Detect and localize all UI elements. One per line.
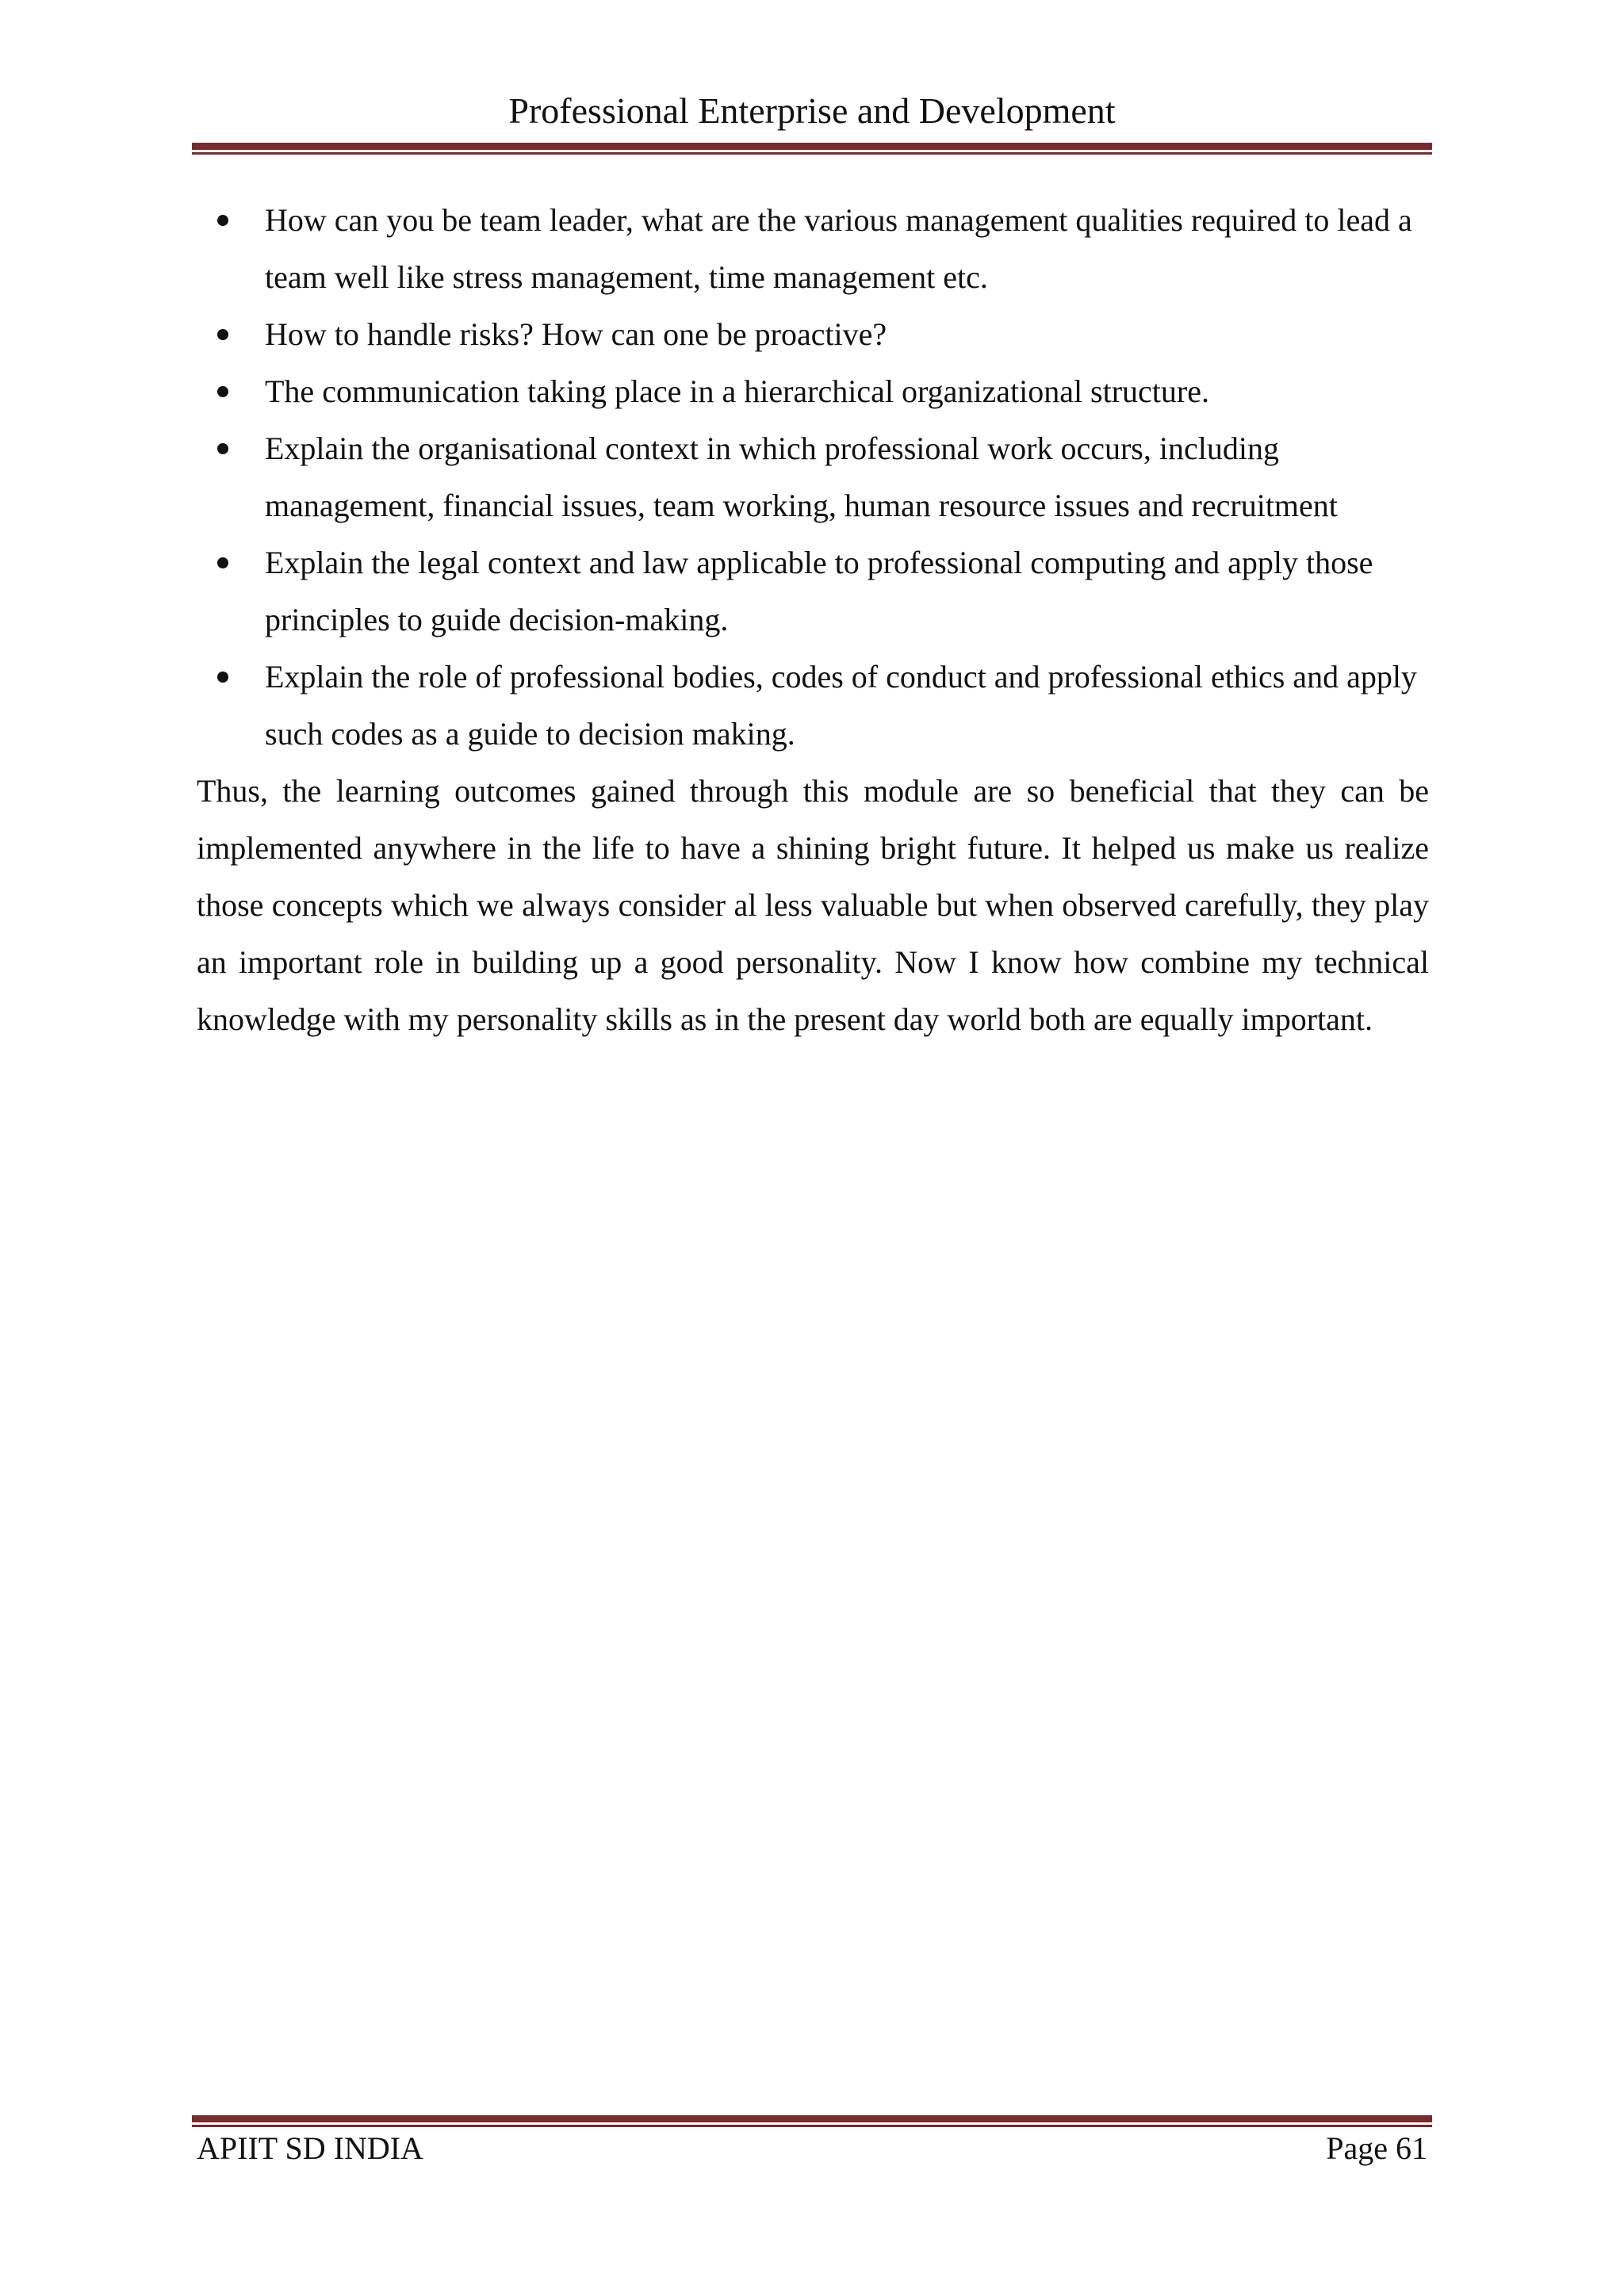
- bullet-item: [197, 306, 1429, 363]
- header-divider-thin-line: [192, 152, 1432, 155]
- header-divider: [192, 143, 1432, 155]
- summary-paragraph: Thus, the learning outcomes gained through this module are so beneficial that they can be implemented anywhere in the life to have a shining bright future. It helped us make us realize those concepts which we always consider al less valuable but when observed carefully, they play an important role in building up a good personality. Now I know how combine my technical knowledge with my personality skills as in the present day world both are equally important.: [197, 773, 1429, 1037]
- bullet-icon: [217, 386, 228, 397]
- bullet-text: Explain the legal context and law applicable to professional computing and apply those principles to guide decision-making.: [265, 545, 1373, 637]
- bullet-item: [197, 534, 1429, 649]
- footer-organization: APIIT SD INDIA: [197, 2130, 423, 2166]
- bullet-icon: [217, 329, 228, 340]
- bullet-icon: [217, 672, 228, 683]
- header-divider-thick-line: [192, 143, 1432, 150]
- bullet-text: How to handle risks? How can one be proactive?: [265, 316, 887, 352]
- bullet-text: Explain the organisational context in which professional work occurs, including management, financial issues, team working, human resource issues and recruitment: [265, 430, 1338, 523]
- bullet-icon: [217, 215, 228, 226]
- bullet-item: [197, 363, 1429, 420]
- footer-page-number: Page 61: [1326, 2130, 1427, 2166]
- footer-divider-thick-line: [192, 2115, 1432, 2122]
- page-header-title: Professional Enterprise and Development: [508, 90, 1116, 131]
- bullet-text: Explain the role of professional bodies, codes of conduct and professional ethics and apply such codes as a guide to decision making.: [265, 659, 1417, 752]
- bullet-item: [197, 192, 1429, 306]
- bullet-item: [197, 649, 1429, 763]
- footer-divider-thin-line: [192, 2125, 1432, 2127]
- bullet-item: [197, 420, 1429, 534]
- bullet-list: [197, 192, 1429, 763]
- bullet-text: How can you be team leader, what are the various management qualities required to lead a team well like stress management, time management etc.: [265, 202, 1412, 295]
- footer-divider: [192, 2115, 1432, 2127]
- page-content: [197, 192, 1429, 1048]
- bullet-text: The communication taking place in a hierarchical organizational structure.: [265, 373, 1209, 409]
- bullet-icon: [217, 557, 228, 568]
- bullet-icon: [217, 443, 228, 454]
